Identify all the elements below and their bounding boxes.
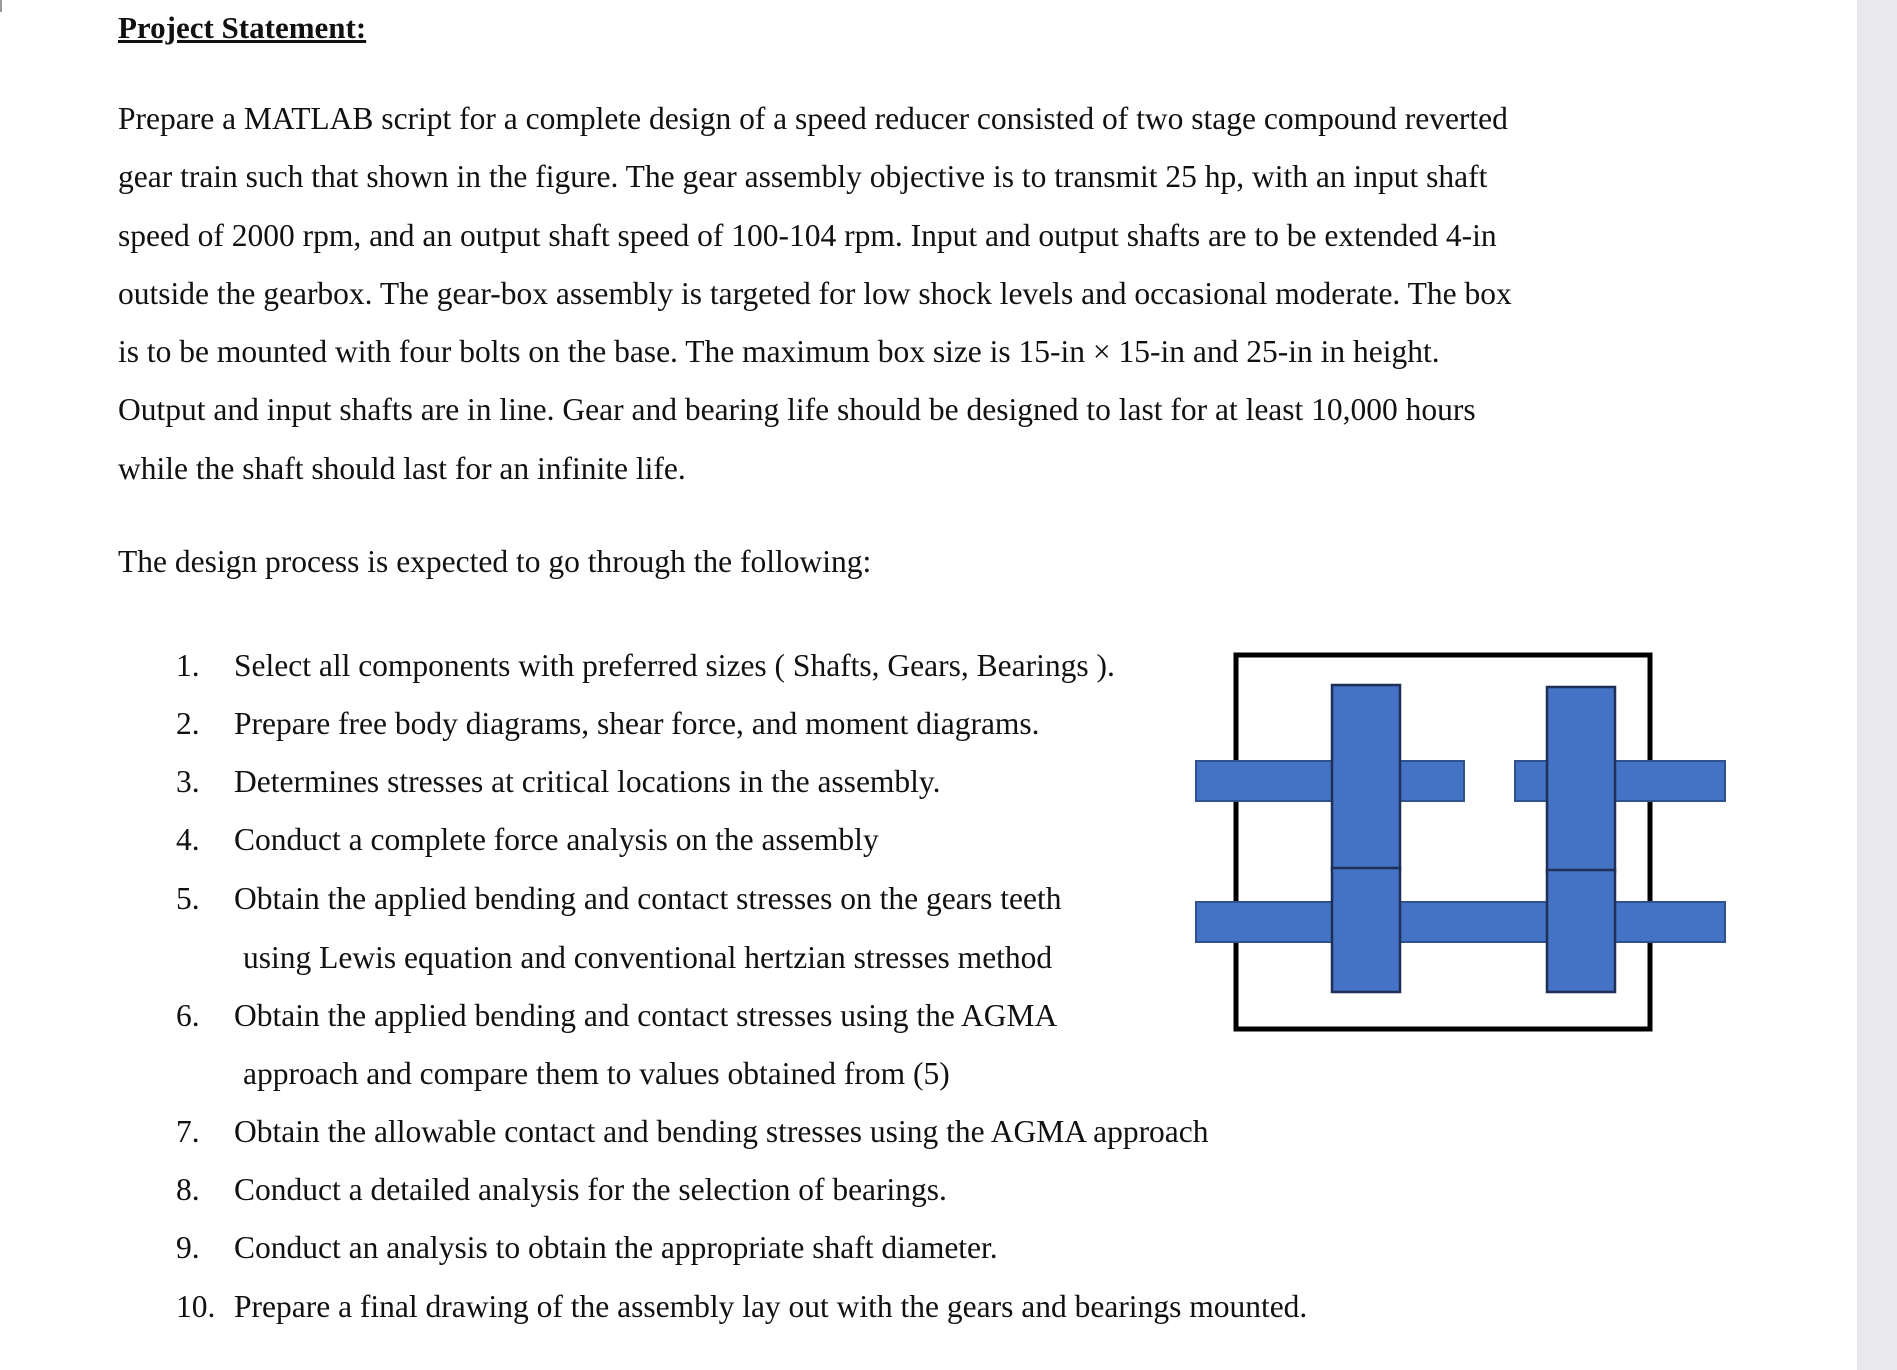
step-number: 7. <box>176 1114 200 1149</box>
step-text: Conduct an analysis to obtain the appropriate shaft diameter. <box>234 1230 998 1265</box>
gear-3 <box>1332 868 1400 992</box>
step-text: Select all components with preferred sizes ( Shafts, Gears, Bearings ). <box>234 648 1115 683</box>
page-edge-marker <box>0 0 2 12</box>
step-number: 10. <box>176 1289 216 1324</box>
project-paragraph <box>118 90 1678 498</box>
gear-5 <box>1547 687 1615 872</box>
step-number: 9. <box>176 1230 200 1265</box>
intro-text: The design process is expected to go through the following: <box>118 544 872 579</box>
input-shaft <box>1196 761 1464 801</box>
step-number: 2. <box>176 706 200 741</box>
step-text: Prepare free body diagrams, shear force, and moment diagrams. <box>234 706 1040 741</box>
step-number: 6. <box>176 998 200 1033</box>
gear-train-diagram <box>1190 645 1730 1045</box>
paragraph-line: gear train such that shown in the figure. The gear assembly objective is to transmit 25 hp, with an input shaft <box>118 159 1488 195</box>
step-text: Obtain the applied bending and contact stresses using the AGMA <box>234 998 1058 1033</box>
step-number: 5. <box>176 881 200 916</box>
paragraph-line: is to be mounted with four bolts on the base. The maximum box size is 15-in × 15-in and 25-in in height. <box>118 334 1440 370</box>
gear-2 <box>1332 685 1400 870</box>
paragraph-line: while the shaft should last for an infinite life. <box>118 450 686 486</box>
paragraph-line: Prepare a MATLAB script for a complete design of a speed reducer consisted of two stage compound reverted <box>118 101 1508 136</box>
step-number: 4. <box>176 822 200 857</box>
step-text: Conduct a detailed analysis for the selection of bearings. <box>234 1172 947 1207</box>
step-text: Prepare a final drawing of the assembly lay out with the gears and bearings mounted. <box>234 1289 1308 1324</box>
step-text: Obtain the allowable contact and bending stresses using the AGMA approach <box>234 1114 1209 1149</box>
step-text: Obtain the applied bending and contact stresses on the gears teeth <box>234 881 1062 916</box>
step-text: Conduct a complete force analysis on the assembly <box>234 822 879 857</box>
step-number: 8. <box>176 1172 200 1207</box>
step-continuation-text: approach and compare them to values obtained from (5) <box>243 1056 950 1091</box>
countershaft <box>1196 902 1725 942</box>
step-number: 1. <box>176 648 200 683</box>
step-continuation-text: using Lewis equation and conventional hertzian stresses method <box>243 940 1053 975</box>
paragraph-line: outside the gearbox. The gear-box assembly is targeted for low shock levels and occasional moderate. The box <box>118 275 1512 311</box>
paragraph-line: Output and input shafts are in line. Gear and bearing life should be designed to last for at least 10,000 hours <box>118 392 1476 428</box>
step-text: Determines stresses at critical locations in the assembly. <box>234 764 941 799</box>
step-number: 3. <box>176 764 200 799</box>
paragraph-line: speed of 2000 rpm, and an output shaft speed of 100-104 rpm. Input and output shafts are to be extended 4-in <box>118 217 1497 253</box>
heading: Project Statement: <box>118 10 367 45</box>
gear-4 <box>1547 870 1615 992</box>
